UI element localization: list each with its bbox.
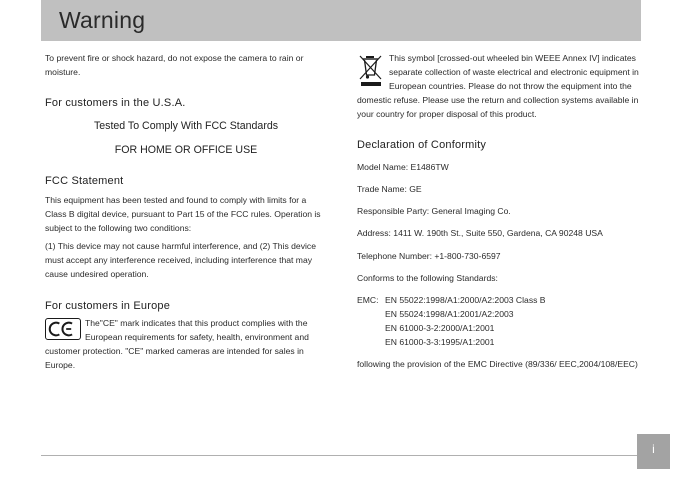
weee-block	[357, 51, 640, 121]
address: Address: 1411 W. 190th St., Suite 550, Gardena, CA 90248 USA	[357, 228, 603, 238]
fcc-tested-text: Tested To Comply With FCC Standards	[93, 120, 279, 132]
emc-label: EMC:	[357, 295, 379, 305]
ce-text: The"CE" mark indicates that this product complies with the European requirements for safety, health, environment and customer protection. "CE" marked cameras are intended for sales in Europe.	[45, 318, 309, 370]
responsible-party: Responsible Party: General Imaging Co.	[357, 206, 511, 216]
fcc-paragraph-1: This equipment has been tested and found to comply with limits for a Class B digital device, pursuant to Part 15 of the FCC rules. Operation is subject to the following two conditions:	[45, 195, 321, 233]
emc-standard-line: EN 55024:1998/A1:2001/A2:2003	[385, 309, 514, 319]
right-column	[357, 51, 640, 371]
page-title: Warning	[59, 7, 146, 33]
model-name: Model Name: E1486TW	[357, 162, 449, 172]
trade-name: Trade Name: GE	[357, 184, 422, 194]
conforms-text: Conforms to the following Standards:	[357, 273, 498, 283]
us-heading: For customers in the U.S.A.	[45, 97, 186, 109]
emc-list	[385, 293, 640, 349]
emc-standards	[357, 293, 640, 349]
ce-mark-icon	[45, 318, 81, 340]
emc-directive-text: following the provision of the EMC Directive (89/336/ EEC,2004/108/EEC)	[357, 359, 638, 369]
weee-crossed-bin-icon	[357, 53, 385, 87]
page-number: i	[637, 434, 670, 469]
fcc-paragraph-2: (1) This device may not cause harmful interference, and (2) This device must accept any interference received, including interference that may cause undesired operation.	[45, 241, 316, 279]
weee-text: This symbol [crossed-out wheeled bin WEEE Annex IV] indicates separate collection of waste electrical and electronic equipment in European countries. Please do not throw the equipment into the domestic refuse. Please use the return and collection systems available in your country for proper disposal of this product.	[357, 53, 639, 119]
fcc-use-text: FOR HOME OR OFFICE USE	[114, 144, 258, 156]
header-bar	[41, 0, 641, 41]
fcc-statement-heading: FCC Statement	[45, 175, 124, 187]
declaration-heading: Declaration of Conformity	[357, 139, 487, 151]
intro-text: To prevent fire or shock hazard, do not expose the camera to rain or moisture.	[45, 53, 304, 77]
ce-block	[45, 316, 327, 372]
emc-standard-line: EN 55022:1998/A1:2000/A2:2003 Class B	[385, 295, 546, 305]
europe-heading: For customers in Europe	[45, 300, 171, 312]
footer-divider	[41, 455, 638, 456]
emc-standard-line: EN 61000-3-3:1995/A1:2001	[385, 337, 495, 347]
left-column	[45, 51, 327, 372]
emc-standard-line: EN 61000-3-2:2000/A1:2001	[385, 323, 495, 333]
telephone: Telephone Number: +1-800-730-6597	[357, 251, 501, 261]
